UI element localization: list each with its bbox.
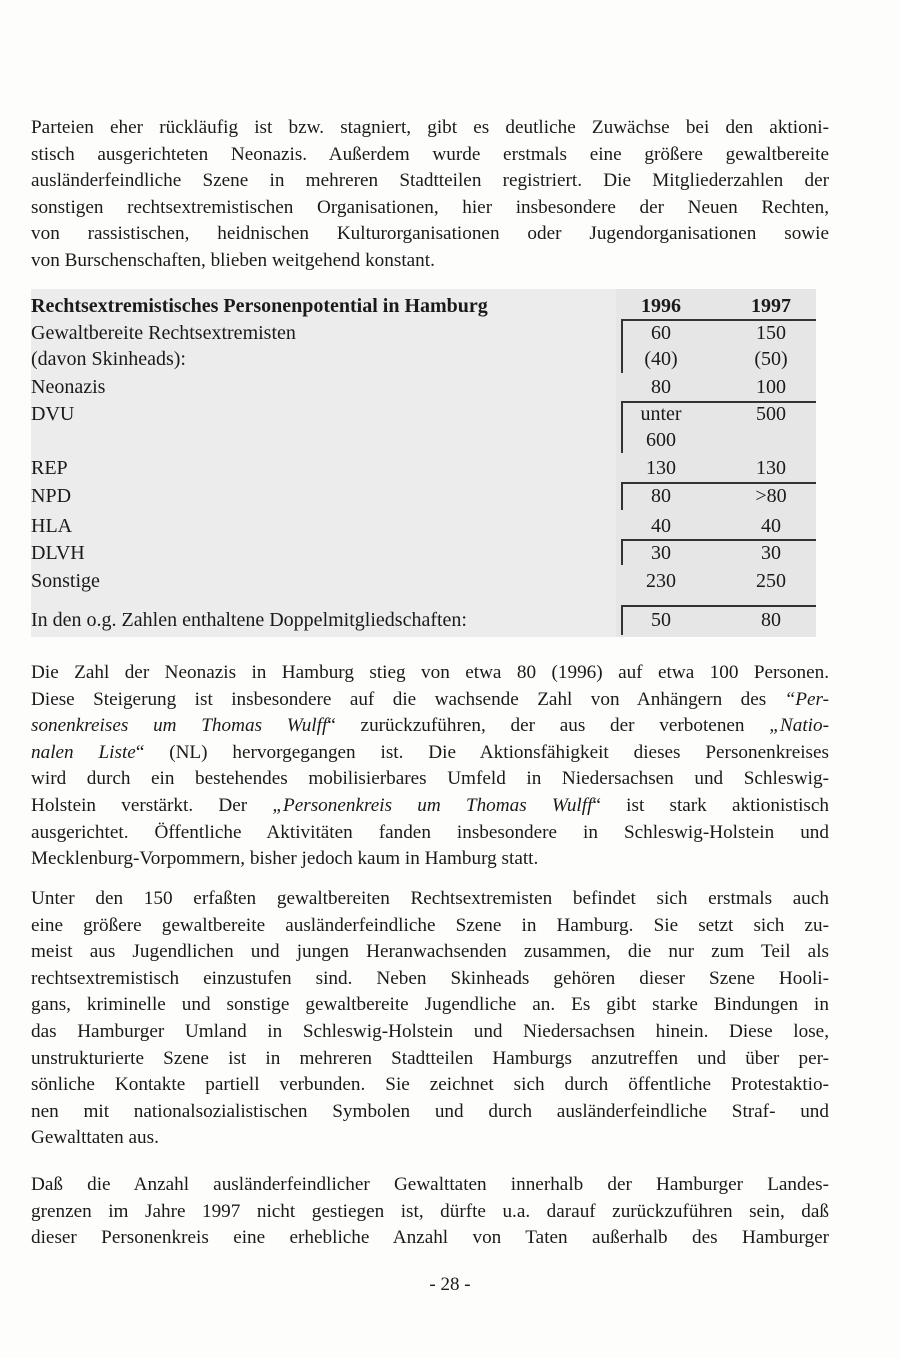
text-fragment: “ ist stark aktionistisch bbox=[592, 794, 829, 816]
row-value-1997: >80 bbox=[755, 485, 787, 507]
table-rule bbox=[621, 319, 623, 373]
row-label: DLVH bbox=[31, 542, 85, 564]
row-value-1997: 150 bbox=[756, 322, 786, 344]
row-label: HLA bbox=[31, 515, 73, 537]
table-rule bbox=[621, 482, 816, 484]
text-line: von Burschenschaften, blieben weitgehend konstant. bbox=[31, 249, 435, 271]
row-label: In den o.g. Zahlen enthaltene Doppelmitgliedschaften: bbox=[31, 609, 467, 631]
row-value-1996: 80 bbox=[651, 485, 671, 507]
text-line: stisch ausgerichteten Neonazis. Außerdem wurde erstmals eine größere gewaltbereite bbox=[31, 143, 829, 165]
text-line: dieser Personenkreis eine erhebliche Anzahl von Taten außerhalb des Hamburger bbox=[31, 1227, 829, 1249]
row-value-1997: 40 bbox=[761, 515, 781, 537]
row-value-1996: 50 bbox=[651, 609, 671, 631]
text-fragment: “ (NL) hervorgegangen ist. Die Aktionsfähigkeit dieses Personenkreises bbox=[135, 741, 829, 763]
row-value-1997: 100 bbox=[756, 376, 786, 398]
text-line: nen mit nationalsozialistischen Symbolen und durch ausländerfeindliche Straf- und bbox=[31, 1100, 829, 1122]
row-value-1997: 130 bbox=[756, 457, 786, 479]
col-header-1997: 1997 bbox=[751, 295, 791, 317]
text-line: grenzen im Jahre 1997 nicht gestiegen ist, dürfte u.a. darauf zurückzuführen sein, daß bbox=[31, 1200, 829, 1222]
text-line bbox=[31, 713, 829, 740]
row-value-1996: 30 bbox=[651, 542, 671, 564]
text-line bbox=[31, 740, 829, 767]
row-value-1997: 250 bbox=[756, 570, 786, 592]
paragraph-intro bbox=[31, 115, 829, 275]
col-header-1996: 1996 bbox=[641, 295, 681, 317]
text-line: gans, kriminelle und sonstige gewaltbereite Jugendliche an. Es gibt starke Bindungen in bbox=[31, 994, 829, 1016]
text-line: meist aus Jugendlichen und jungen Heranwachsenden zusammen, die nur zum Teil als bbox=[31, 941, 829, 963]
paragraph-neonazis bbox=[31, 660, 829, 873]
text-line: sönliche Kontakte partiell verbunden. Sie zeichnet sich durch öffentliche Protestaktio- bbox=[31, 1074, 829, 1096]
text-line: Parteien eher rückläufig ist bzw. stagniert, gibt es deutliche Zuwächse bei den aktioni- bbox=[31, 117, 829, 138]
paragraph-gewaltbereite bbox=[31, 886, 829, 1152]
row-label: Gewaltbereite Rechtsextremisten bbox=[31, 322, 296, 344]
row-value-1996: 80 bbox=[651, 376, 671, 398]
page-number: - 28 - bbox=[429, 1274, 471, 1295]
text-line: ausländerfeindliche Szene in mehreren Stadtteilen registriert. Die Mitgliederzahlen der bbox=[31, 170, 829, 192]
row-value-1996: 130 bbox=[646, 457, 676, 479]
text-fragment: Diese Steigerung ist insbesondere auf die wachsende Zahl von Anhängern des bbox=[31, 688, 785, 710]
text-line: eine größere gewaltbereite ausländerfeindliche Szene in Hamburg. Sie setzt sich zu- bbox=[31, 914, 829, 936]
row-value-1996: (40) bbox=[644, 348, 678, 370]
text-line: ausgerichtet. Öffentliche Aktivitäten fanden insbesondere in Schleswig-Holstein und bbox=[31, 821, 829, 843]
text-line: rechtsextremistisch einzustufen sind. Neben Skinheads gehören dieser Szene Hooli- bbox=[31, 967, 829, 989]
text-line: sonstigen rechtsextremistischen Organisationen, hier insbesondere der Neuen Rechten, bbox=[31, 196, 829, 218]
text-line: Daß die Anzahl ausländerfeindlicher Gewalttaten innerhalb der Hamburger Landes- bbox=[31, 1174, 829, 1195]
text-fragment-italic: nalen Liste bbox=[31, 741, 136, 763]
text-fragment: Holstein verstärkt. Der bbox=[31, 794, 273, 816]
row-label: (davon Skinheads): bbox=[31, 348, 186, 370]
row-value-1996: 230 bbox=[646, 570, 676, 592]
text-fragment-italic: „Personenkreis um Thomas Wulff bbox=[272, 794, 593, 816]
text-line bbox=[31, 793, 829, 820]
text-line: Gewalttaten aus. bbox=[31, 1127, 159, 1149]
text-fragment-italic: “Per- bbox=[784, 688, 829, 710]
personenpotential-table bbox=[31, 289, 816, 637]
table-rule bbox=[621, 401, 816, 403]
row-value-1996: 60 bbox=[651, 322, 671, 344]
row-value-1997: 500 bbox=[756, 403, 786, 425]
row-value-1996: 40 bbox=[651, 515, 671, 537]
row-value-1997: (50) bbox=[754, 348, 788, 370]
table-title: Rechtsextremistisches Personenpotential in Hamburg bbox=[31, 295, 488, 317]
row-value-1997: 30 bbox=[761, 542, 781, 564]
text-line: von rassistischen, heidnischen Kulturorganisationen oder Jugendorganisationen sowie bbox=[31, 223, 829, 245]
row-label: REP bbox=[31, 457, 68, 479]
table-rule bbox=[621, 319, 816, 321]
row-label: Sonstige bbox=[31, 570, 100, 592]
text-line: Die Zahl der Neonazis in Hamburg stieg von etwa 80 (1996) auf etwa 100 Personen. bbox=[31, 662, 829, 683]
row-value-1996: unter bbox=[640, 403, 682, 425]
text-line bbox=[31, 687, 829, 714]
table-rule bbox=[621, 605, 816, 607]
table-rule bbox=[621, 605, 623, 635]
row-label: NPD bbox=[31, 485, 72, 507]
text-fragment-italic: sonenkreises um Thomas Wulff bbox=[31, 715, 328, 737]
table-rule bbox=[621, 401, 623, 453]
text-fragment: “ zurückzuführen, der aus der verbotenen bbox=[327, 715, 770, 737]
paragraph-gewalttaten bbox=[31, 1172, 829, 1252]
row-value-1996: 600 bbox=[646, 429, 676, 451]
text-line: Mecklenburg-Vorpommern, bisher jedoch kaum in Hamburg statt. bbox=[31, 848, 539, 870]
table-rule bbox=[621, 539, 623, 565]
text-fragment-italic: „Natio- bbox=[769, 715, 829, 737]
table-rule bbox=[621, 482, 623, 510]
row-value-1997: 80 bbox=[761, 609, 781, 631]
row-label: DVU bbox=[31, 403, 75, 425]
table-rule bbox=[621, 539, 816, 541]
row-label: Neonazis bbox=[31, 376, 106, 398]
text-line: wird durch ein bestehendes mobilisierbares Umfeld in Niedersachsen und Schleswig- bbox=[31, 768, 829, 790]
text-line: Unter den 150 erfaßten gewaltbereiten Rechtsextremisten befindet sich erstmals auch bbox=[31, 888, 829, 909]
text-line: unstrukturierte Szene ist in mehreren Stadtteilen Hamburgs anzutreffen und über per- bbox=[31, 1047, 829, 1069]
text-line: das Hamburger Umland in Schleswig-Holstein und Niedersachsen hinein. Diese lose, bbox=[31, 1020, 829, 1042]
